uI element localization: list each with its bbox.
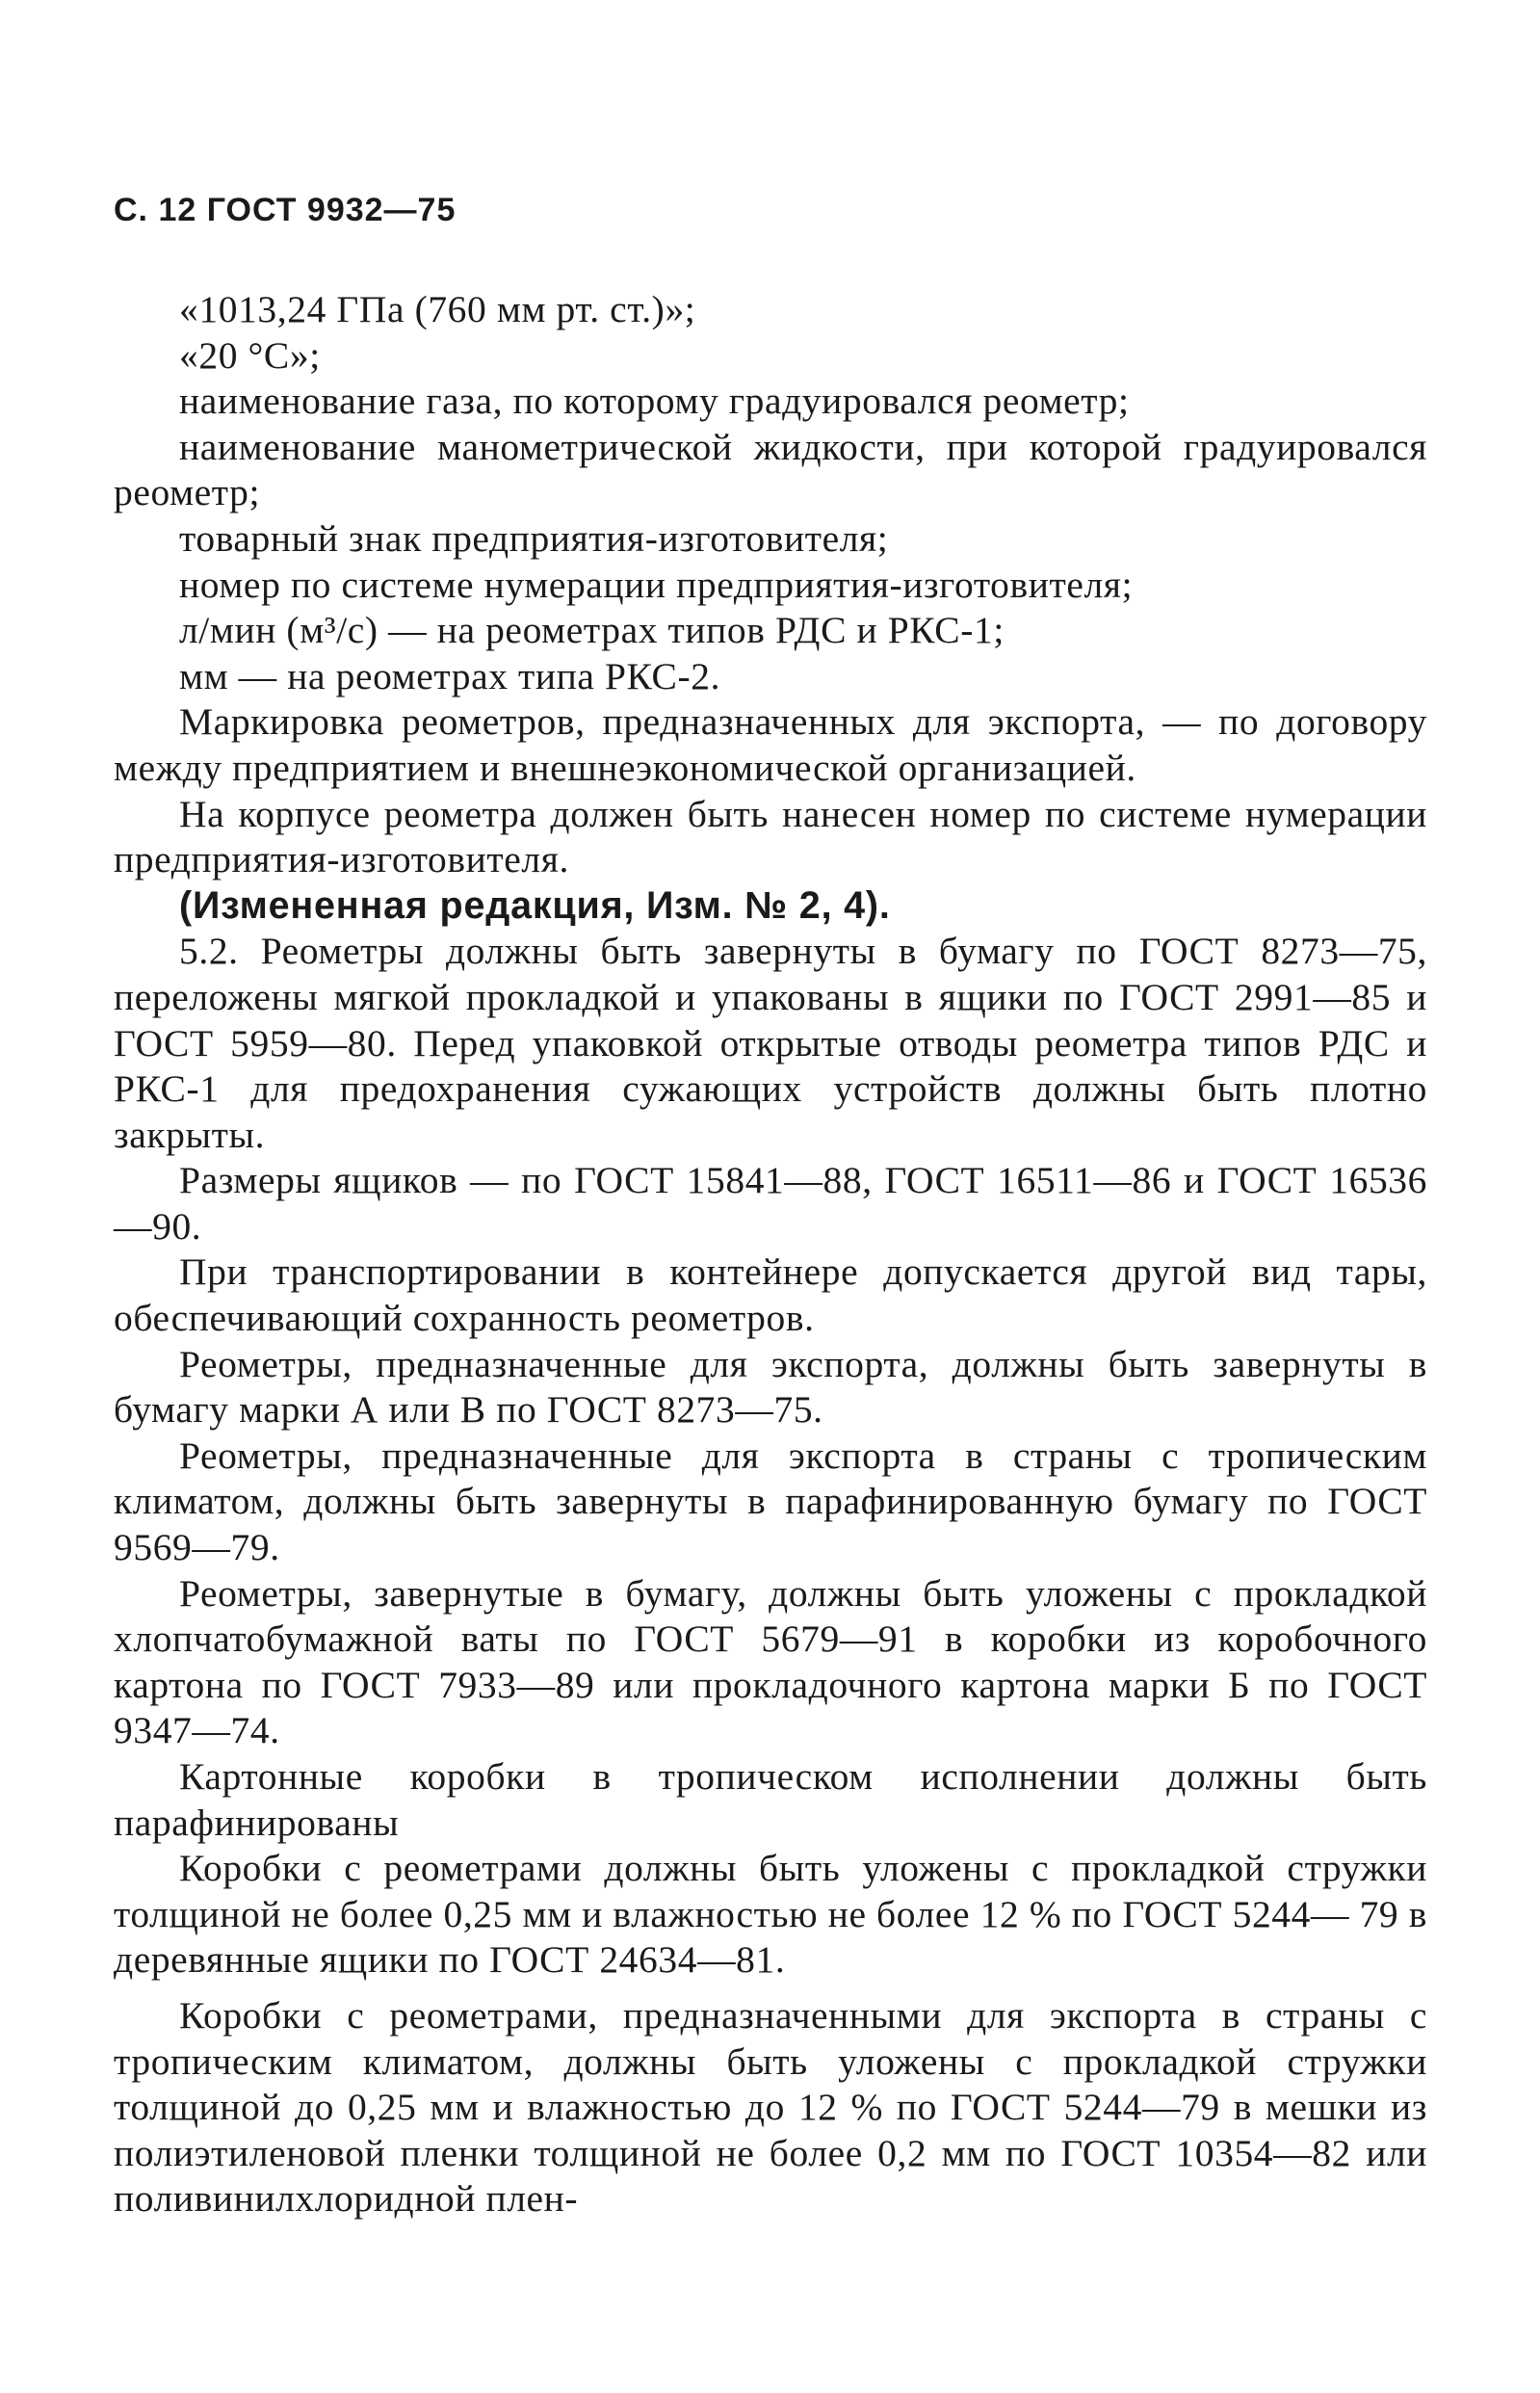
paragraph: На корпусе реометра должен быть нанесен номер по системе нумерации предприятия-изготовителя. (114, 792, 1427, 881)
paragraph: мм — на реометрах типа РКС-2. (179, 654, 721, 697)
paragraph: Размеры ящиков — по ГОСТ 15841—88, ГОСТ 16511—86 и ГОСТ 16536—90. (114, 1159, 1427, 1248)
document-page (114, 189, 1427, 2222)
paragraph: 5.2. Реометры должны быть завернуты в бумагу по ГОСТ 8273—75, переложены мягкой прокладкой и упакованы в ящики по ГОСТ 2991—85 и ГОСТ 5959—80. Перед упаковкой открытые отводы реометра типов РДС и РКС-1 для предохранения сужающих устройств должны быть плотно закрыты. (114, 930, 1427, 1156)
paragraph: Коробки с реометрами, предназначенными для экспорта в страны с тропическим климатом, должны быть уложены с прокладкой стружки толщиной до 0,25 мм и влажностью до 12 % по ГОСТ 5244—79 в мешки из полиэтиленовой пленки толщиной не более 0,2 мм по ГОСТ 10354—82 или поливинилхлоридной плен- (114, 1993, 1427, 2221)
document-body (114, 287, 1427, 2222)
paragraph: наименование манометрической жидкости, при которой градуировался реометр; (114, 425, 1427, 514)
paragraph: Реометры, завернутые в бумагу, должны быть уложены с прокладкой хлопчатобумажной ваты по ГОСТ 5679—91 в коробки из коробочного картона по ГОСТ 7933—89 или прокладочного картона марки Б по ГОСТ 9347—74. (114, 1571, 1427, 1752)
amendment-note: (Измененная редакция, Изм. № 2, 4). (179, 883, 891, 927)
paragraph: «20 °С»; (179, 333, 321, 377)
paragraph: наименование газа, по которому градуировался реометр; (179, 380, 1130, 423)
paragraph: При транспортировании в контейнере допускается другой вид тары, обеспечивающий сохранность реометров. (114, 1250, 1427, 1340)
paragraph: Реометры, предназначенные для экспорта в страны с тропическим климатом, должны быть завернуты в парафинированную бумагу по ГОСТ 9569—79. (114, 1433, 1427, 1569)
paragraph: «1013,24 ГПа (760 мм рт. ст.)»; (179, 288, 696, 330)
paragraph: Коробки с реометрами должны быть уложены с прокладкой стружки толщиной не более 0,25 мм и влажностью не более 12 % по ГОСТ 5244— 79 в деревянные ящики по ГОСТ 24634—81. (114, 1847, 1427, 1982)
paragraph: Реометры, предназначенные для экспорта, должны быть завернуты в бумагу марки А или В по ГОСТ 8273—75. (114, 1342, 1427, 1432)
paragraph: номер по системе нумерации предприятия-изготовителя; (179, 563, 1134, 606)
paragraph: Маркировка реометров, предназначенных для экспорта, — по договору между предприятием и внешнеэкономической организацией. (114, 700, 1427, 789)
page-header: С. 12 ГОСТ 9932—75 (114, 192, 457, 228)
paragraph: л/мин (м³/с) — на реометрах типов РДС и РКС-1; (179, 609, 1005, 652)
paragraph: Картонные коробки в тропическом исполнении должны быть парафинированы (114, 1755, 1427, 1844)
paragraph: товарный знак предприятия-изготовителя; (179, 516, 889, 560)
